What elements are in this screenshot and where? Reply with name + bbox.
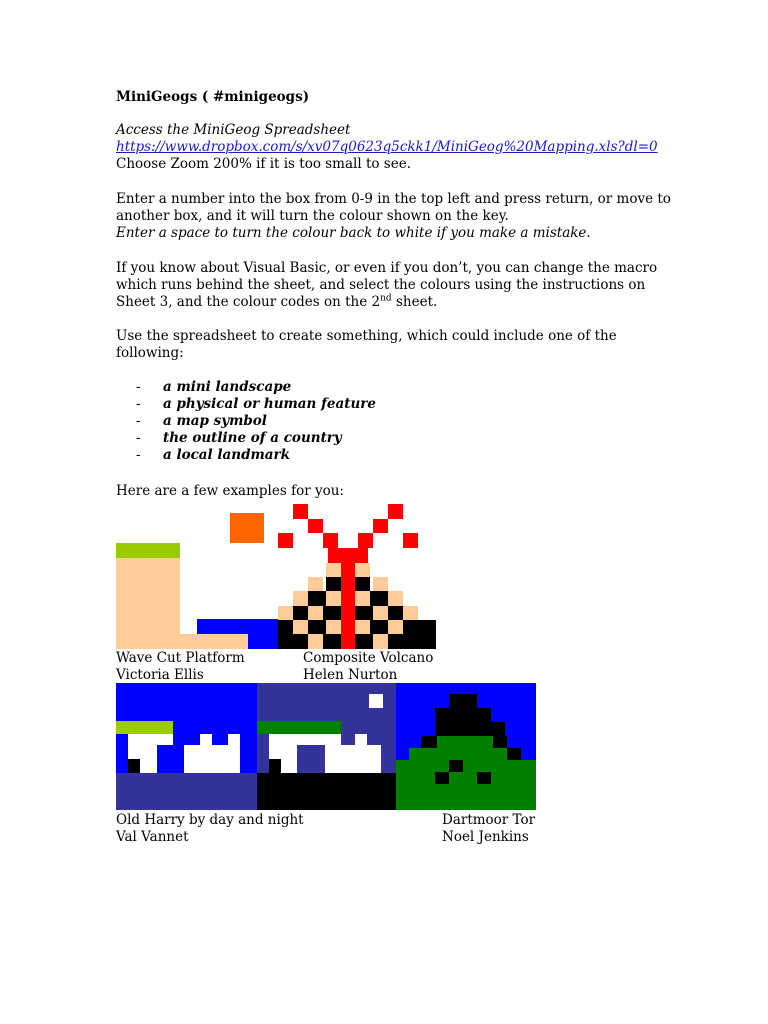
example-author: Val Vannet: [116, 829, 189, 845]
example-author: Noel Jenkins: [442, 829, 529, 845]
vb-line-3-end: sheet.: [391, 294, 438, 310]
use-line-1: Use the spreadsheet to create something, which could include one of the: [116, 328, 617, 344]
list-item-text: a physical or human feature: [163, 396, 376, 412]
list-item-text: a mini landscape: [163, 379, 292, 395]
spreadsheet-link[interactable]: https://www.dropbox.com/s/xv07q0623q5ckk1/MiniGeog%20Mapping.xls?dl=0: [116, 139, 658, 155]
list-bullet: -: [136, 447, 141, 463]
grass-strip: [116, 543, 180, 558]
old-harry-day: [116, 683, 257, 810]
instructions-line-1: Enter a number into the box from 0-9 in the top left and press return, or move to: [116, 191, 671, 207]
instructions-line-2: another box, and it will turn the colour shown on the key.: [116, 208, 509, 224]
access-label: Access the MiniGeog Spreadsheet: [116, 122, 351, 138]
list-item-text: the outline of a country: [163, 430, 342, 446]
old-harry-night: [257, 683, 396, 810]
list-bullet: -: [136, 413, 141, 429]
list-bullet: -: [136, 396, 141, 412]
zoom-note: Choose Zoom 200% if it is too small to see.: [116, 156, 411, 172]
use-line-2: following:: [116, 345, 184, 361]
example-caption: Composite Volcano: [303, 650, 434, 666]
list-bullet: -: [136, 379, 141, 395]
list-item-text: a local landmark: [163, 447, 291, 463]
example-author: Helen Nurton: [303, 667, 398, 683]
old-harry-dartmoor-image: [116, 683, 536, 810]
cliff-block: [116, 558, 180, 649]
instructions-line-3: Enter a space to turn the colour back to white if you make a mistake.: [116, 225, 591, 241]
document-title: MiniGeogs ( #minigeogs): [116, 89, 310, 105]
vb-line-1: If you know about Visual Basic, or even if you don’t, you can change the macro: [116, 260, 658, 276]
example-caption: Wave Cut Platform: [116, 650, 245, 666]
example-caption: Old Harry by day and night: [116, 812, 304, 828]
sea-strip-lower: [248, 634, 280, 649]
list-bullet: -: [136, 430, 141, 446]
sun-pixel: [230, 513, 264, 543]
sea-strip: [197, 619, 280, 634]
example-author: Victoria Ellis: [116, 667, 204, 683]
list-item-text: a map symbol: [163, 413, 267, 429]
composite-volcano-image: [278, 503, 436, 649]
vb-line-3-start: Sheet 3, and the colour codes on the 2: [116, 294, 381, 310]
wave-cut-platform-image: [116, 505, 280, 649]
dartmoor-tor: [396, 683, 536, 810]
examples-intro: Here are a few examples for you:: [116, 483, 344, 499]
vb-line-2: which runs behind the sheet, and select the colours using the instructions on: [116, 277, 646, 293]
vb-line-3-sup: nd: [380, 293, 392, 304]
example-caption: Dartmoor Tor: [442, 812, 536, 828]
vb-line-3: [116, 294, 437, 311]
